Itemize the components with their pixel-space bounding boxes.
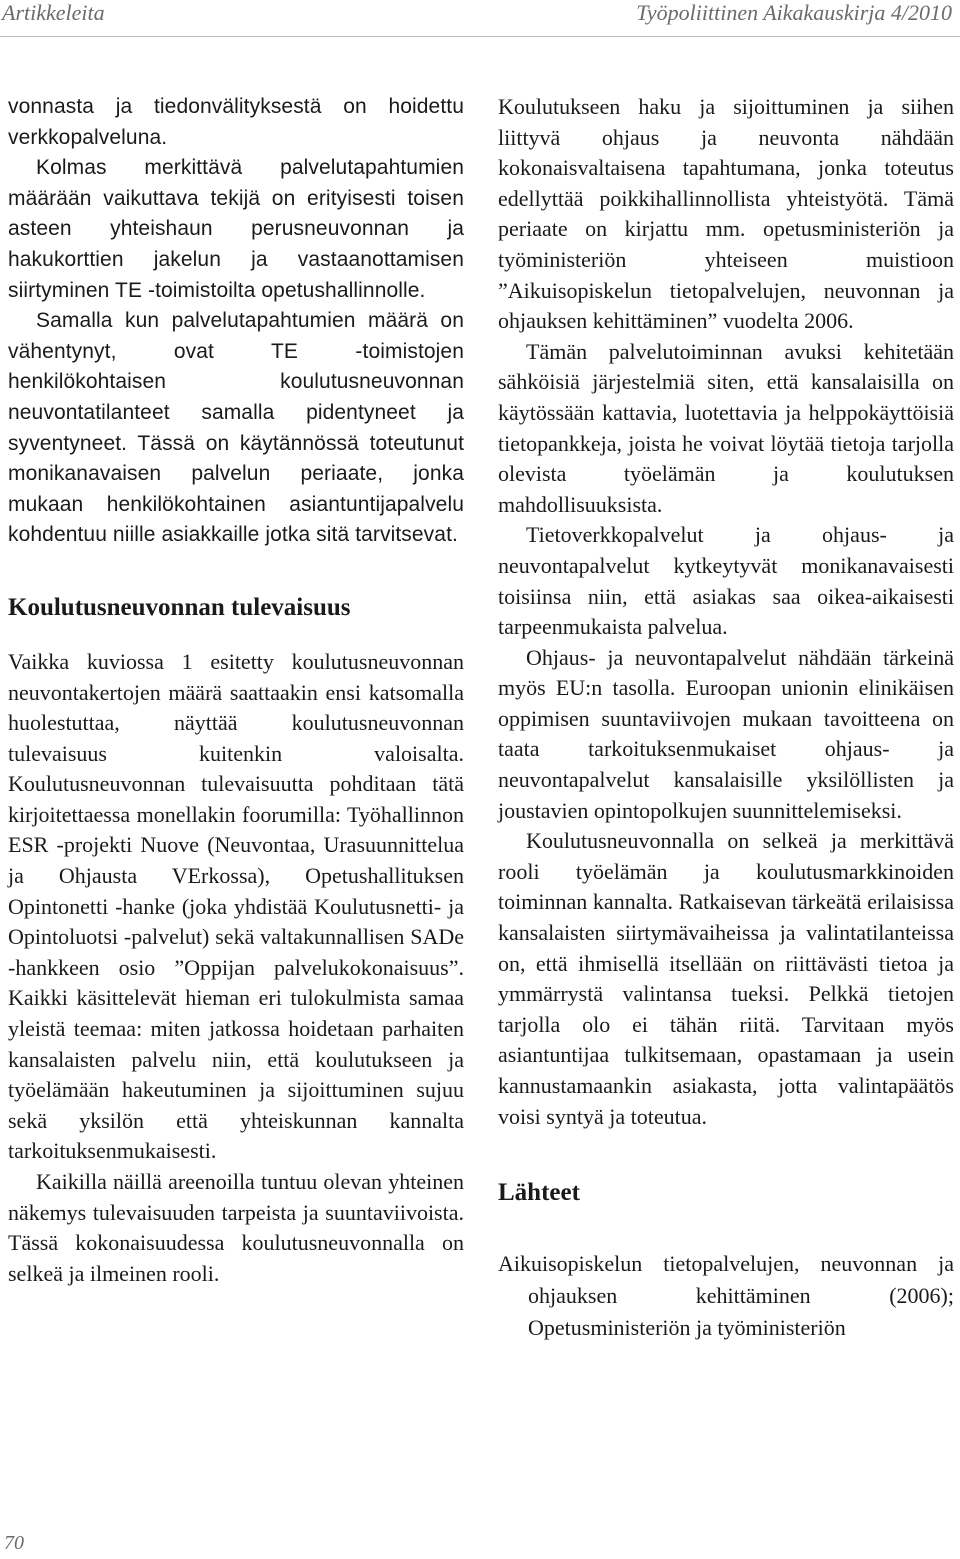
header-divider [0, 36, 960, 37]
paragraph: Kolmas merkittävä palvelutapahtumien määrään vaikuttava tekijä on erityisesti toisen asteen yhteishaun perusneuvonnan ja hakukorttien jakelun ja vastaanottamisen siirtyminen TE -toimistoilta opetushallinnolle. [8, 156, 464, 302]
right-column [498, 92, 954, 1344]
journal-title: Työpoliittinen Aikakauskirja 4/2010 [636, 0, 952, 25]
section-heading: Koulutusneuvonnan tulevaisuus [8, 593, 351, 621]
section-label: Artikkeleita [2, 0, 105, 25]
paragraph: Vaikka kuviossa 1 esitetty koulutusneuvonnan neuvontakertojen määrä saattaakin ensi katsomalla huolestuttaa, näyttää koulutusneuvonnan tulevaisuus kuitenkin valoisalta. Koulutusneuvonnan tulevaisuutta pohditaan tätä kirjoitettaessa monellakin foorumilla: Työhallinnon ESR -projekti Nuove (Neuvontaa, Urasuunnittelua ja Ohjausta VErkossa), Opetushallituksen Opintonetti -hanke (joka yhdistää Koulutusnetti- ja Opintoluotsi -palvelut) sekä valtakunnallisen SADe -hankkeen osio ”Oppijan palvelukokonaisuus”. Kaikki käsittelevät hieman eri tulokulmista samaa yleistä teemaa: miten jatkossa hoidetaan parhaiten kansalaisten palvelu niin, että koulutukseen ja työelämään hakeutuminen ja sijoittuminen sujuu sekä yksilön että yhteiskunnan kannalta tarkoituksenmukaisesti. [8, 648, 464, 1164]
paragraph: Ohjaus- ja neuvontapalvelut nähdään tärkeinä myös EU:n tasolla. Euroopan unionin elinikäisen oppimisen suuntaviivojen mukaan tavoitteena on taata tarkoituksenmukaiset ohjaus- ja neuvontapalvelut kansalaisille yksilöllisten ja joustavien opintopolkujen suunnittelemiseksi. [498, 644, 954, 823]
paragraph: vonnasta ja tiedonvälityksestä on hoidettu verkkopalveluna. [8, 95, 464, 149]
references-heading: Lähteet [498, 1179, 580, 1207]
paragraph: Koulutukseen haku ja sijoittuminen ja siihen liittyvä ohjaus ja neuvonta nähdään kokonaisvaltaisena tapahtumana, jonka toteutus edellyttää poikkihallinnollista yhteistyötä. Tämä periaate on kirjattu mm. opetusministeriön ja työministeriön yhteiseen muistioon ”Aikuisopiskelun tietopalvelujen, neuvonnan ja ohjauksen kehittäminen” vuodelta 2006. [498, 94, 954, 334]
paragraph: Tietoverkkopalvelut ja ohjaus- ja neuvontapalvelut kytkeytyvät monikanavaisesti toisiinsa niin, että asiakas saa oikea-aikaisesti tarpeenmukaista palvelua. [498, 522, 954, 640]
paragraph: Koulutusneuvonnalla on selkeä ja merkittävä rooli työelämän ja koulutusmarkkinoiden toiminnan kannalta. Ratkaisevan tärkeätä erilaisissa kansalaisten siirtymävaiheissa ja valintatilanteissa on, että ihmisellä itsellään on riittävästi tietoa ja ymmärrystä valintansa tueksi. Pelkkä tietojen tarjolla olo ei tähän riitä. Tarvitaan myös asiantuntijaa tulkitsemaan, opastamaan ja usein kannustamaankin asiakasta, jotta valintapäätös voisi syntyä ja toteutua. [498, 828, 954, 1129]
paragraph: Tämän palvelutoiminnan avuksi kehitetään sähköisiä järjestelmiä siten, että kansalaisilla on käytössään kattavia, luotettavia ja helppokäyttöisiä tietopankkeja, joista he voivat löytää tietoja tarjolla olevista työelämän ja koulutuksen mahdollisuuksista. [498, 338, 954, 517]
page-number: 70 [4, 1532, 24, 1554]
paragraph: Kaikilla näillä areenoilla tuntuu olevan yhteinen näkemys tulevaisuuden tarpeista ja suuntaviivoista. Tässä kokonaisuudessa koulutusneuvonnalla on selkeä ja ilmeinen rooli. [8, 1169, 464, 1286]
paragraph: Samalla kun palvelutapahtumien määrä on vähentynyt, ovat TE -toimistojen henkilökohtaisen koulutusneuvonnan neuvontatilanteet samalla pidentyneet ja syventyneet. Tässä on käytännössä toteutunut monikanavaisen palvelun periaate, jonka mukaan henkilökohtainen asiantuntijapalvelu kohdentuu niille asiakkaille jotka sitä tarvitsevat. [8, 309, 464, 547]
reference-entry: Aikuisopiskelun tietopalvelujen, neuvonnan ja ohjauksen kehittäminen (2006); Opetusministeriön ja työministeriön [498, 1251, 954, 1341]
left-column [8, 92, 464, 1289]
